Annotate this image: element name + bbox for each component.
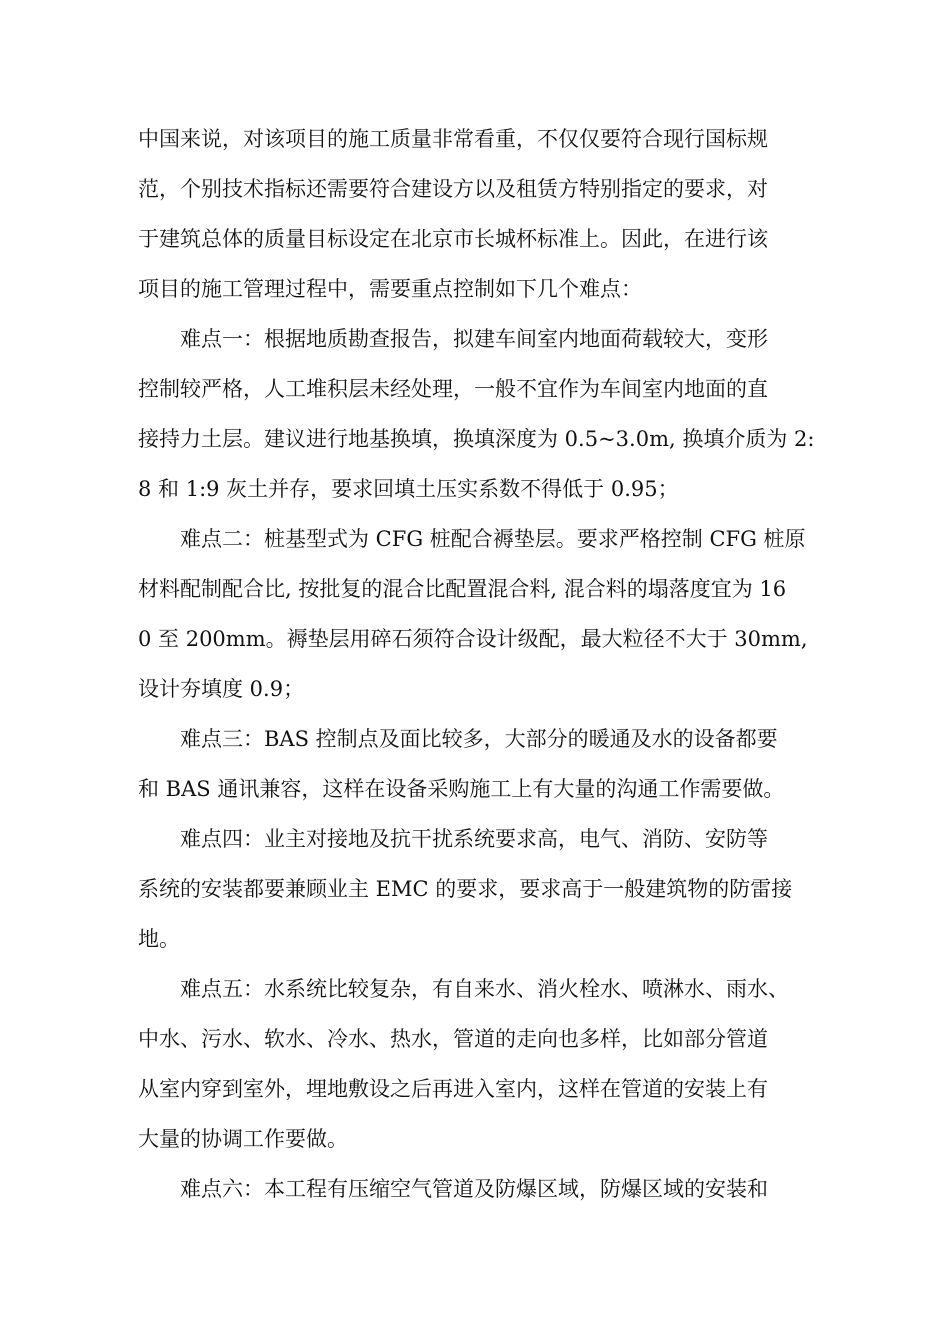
text-line: 难点四：业主对接地及抗干扰系统要求高，电气、消防、安防等: [138, 827, 768, 851]
text-line: 难点五：水系统比较复杂，有自来水、消火栓水、喷淋水、雨水、: [138, 977, 789, 1001]
text-line: 设计夯填度 0.9；: [138, 677, 305, 701]
text-line: 控制较严格，人工堆积层未经处理，一般不宜作为车间室内地面的直: [138, 377, 768, 401]
text-line: 从室内穿到室外，埋地敷设之后再进入室内，这样在管道的安装上有: [138, 1077, 768, 1101]
text-line: 地。: [138, 927, 180, 951]
text-line: 中水、污水、软水、冷水、热水，管道的走向也多样，比如部分管道: [138, 1027, 768, 1051]
text-line: 中国来说，对该项目的施工质量非常看重，不仅仅要符合现行国标规: [138, 127, 768, 151]
text-line: 8 和 1:9 灰土并存，要求回填土压实系数不得低于 0.95；: [138, 477, 679, 501]
text-line: 难点一：根据地质勘查报告，拟建车间室内地面荷载较大，变形: [138, 327, 768, 351]
text-line: 0 至 200mm。褥垫层用碎石须符合设计级配，最大粒径不大于 30mm,: [138, 627, 808, 651]
text-line: 难点三：BAS 控制点及面比较多，大部分的暖通及水的设备都要: [138, 727, 778, 751]
text-line: 接持力土层。建议进行地基换填，换填深度为 0.5~3.0m, 换填介质为 2:: [138, 427, 815, 451]
text-line: 项目的施工管理过程中，需要重点控制如下几个难点：: [138, 277, 642, 301]
text-line: 和 BAS 通讯兼容，这样在设备采购施工上有大量的沟通工作需要做。: [138, 777, 785, 801]
text-line: 系统的安装都要兼顾业主 EMC 的要求，要求高于一般建筑物的防雷接: [138, 877, 793, 901]
text-line: 大量的协调工作要做。: [138, 1127, 348, 1151]
text-line: 难点六：本工程有压缩空气管道及防爆区域，防爆区域的安装和: [138, 1177, 768, 1201]
text-line: 难点二：桩基型式为 CFG 桩配合褥垫层。要求严格控制 CFG 桩原: [138, 527, 806, 551]
text-line: 范，个别技术指标还需要符合建设方以及租赁方特别指定的要求，对: [138, 177, 768, 201]
text-line: 于建筑总体的质量目标设定在北京市长城杯标准上。因此，在进行该: [138, 227, 768, 251]
text-line: 材料配制配合比, 按批复的混合比配置混合料, 混合料的塌落度宜为 16: [138, 577, 787, 601]
